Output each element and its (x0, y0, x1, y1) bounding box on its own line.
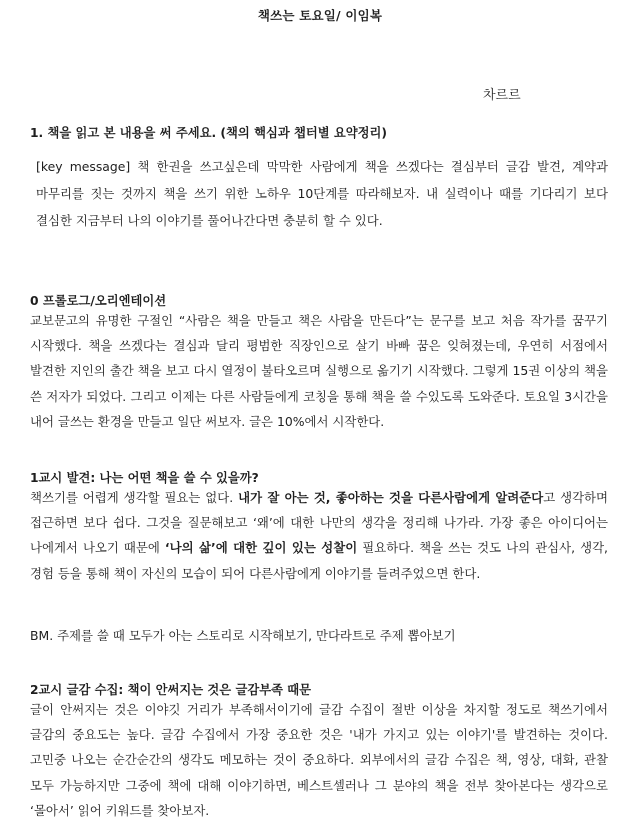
prologue-paragraph: 교보문고의 유명한 구절인 “사람은 책을 만들고 책은 사람을 만든다”는 문구를 보고 처음 작가를 꿈꾸기 시작했다. 책을 쓰겠다는 결심과 달리 평범한 직장인으로 살기 바빠 꿈은 잊혀졌는데, 우연히 서점에서 발견한 지인의 출간 책을 보고 다시 열정이 불타오르며 실행으로 옮기기 시작했다. 그렇게 15권 이상의 책을 쓴 저자가 되었다. 그리고 이제는 다른 사람들에게 코칭을 통해 책을 쓸 수있도록 도와준다. 토요일 3시간을 내어 글쓰는 환경을 만들고 일단 써보자. 글은 10%에서 시작한다. (30, 313, 608, 429)
key-message-paragraph (36, 154, 608, 234)
lesson1-text-c: 필요하다. 책을 쓰는 것도 나의 관심사, 생각, 경험 등을 통해 책이 자신의 모습이 되어 다른사람에게 이야기를 들려주었으면 한다. (30, 540, 608, 581)
lesson1-heading: 1교시 발견: 나는 어떤 책을 쓸 수 있을까? (30, 471, 259, 485)
lesson1-bold-b: ‘나의 삶’에 대한 깊이 있는 성찰이 (164, 540, 358, 556)
prologue-heading: 0 프롤로그/오리엔테이션 (30, 294, 167, 308)
lesson2-paragraph: 글이 안써지는 것은 이야깃 거리가 부족해서이기에 글감 수집이 절반 이상을 차지할 정도로 책쓰기에서 글감의 중요도는 높다. 글감 수집에서 가장 중요한 것은 '내가 가지고 있는 이야기'를 발견하는 것이다. 고민중 나오는 순간순간의 생각도 메모하는 것이 중요하다. 외부에서의 글감 수집은 책, 영상, 대화, 관찰 모두 가능하지만 그중에 책에 대해 이야기하면, 베스트셀러나 그 분야의 책을 전부 찾아본다는 생각으로 ‘몰아서’ 읽어 키워드를 찾아보자. (30, 702, 608, 818)
key-message-text: 책 한권을 쓰고싶은데 막막한 사람에게 책을 쓰겠다는 결심부터 글감 발견, 계약과 마무리를 짓는 것까지 책을 쓰기 위한 노하우 10단계를 따라해보자. 내 실력이나 때를 기다리기 보다 결심한 지금부터 나의 이야기를 풀어나간다면 충분히 할 수 있다. (36, 159, 608, 228)
document-title: 책쓰는 토요일/ 이임복 (257, 8, 383, 23)
lesson1-text-b: 고 생각하며 접근하면 보다 쉽다. 그것을 질문해보고 ‘왜’에 대한 나만의 생각을 정리해 나가라. 가장 좋은 아이디어는 나에게서 나오기 때문에 (30, 490, 608, 556)
lesson2-heading: 2교시 글감 수집: 책이 안써지는 것은 글감부족 때문 (30, 683, 312, 697)
question-heading: 1. 책을 읽고 본 내용을 써 주세요. (책의 핵심과 챕터별 요약정리) (30, 126, 388, 140)
key-message-label: [key message] (36, 159, 131, 174)
lesson1-bold-a: 내가 잘 아는 것, 좋아하는 것을 다른사람에게 알려준다 (238, 490, 544, 505)
lesson1-text-a: 책쓰기를 어렵게 생각할 필요는 없다. (30, 490, 239, 505)
lesson1-paragraph (30, 485, 608, 586)
author-name: 차르르 (483, 88, 521, 103)
lesson1-bm-line: BM. 주제를 쓸 때 모두가 아는 스토리로 시작해보기, 만다라트로 주제 뽑아보기 (30, 628, 456, 643)
